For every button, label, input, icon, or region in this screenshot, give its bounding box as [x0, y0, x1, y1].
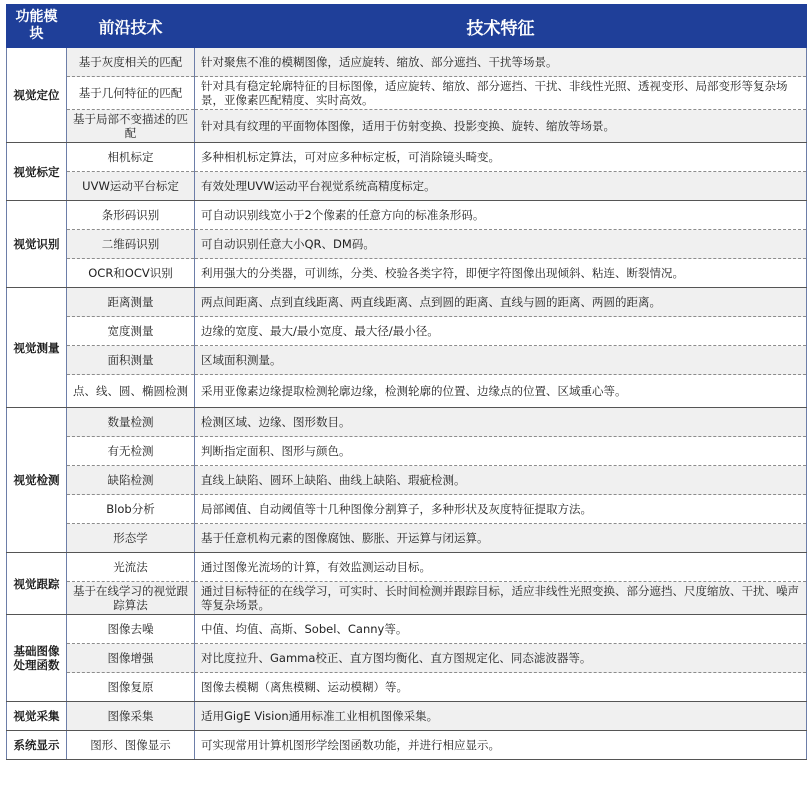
feature-cell: 利用强大的分类器，可训练，分类、校验各类字符，即便字符图像出现倾斜、粘连、断裂情况。: [195, 259, 807, 288]
table-row: [7, 408, 807, 437]
module-cell: 系统显示: [7, 731, 67, 760]
table-row: [7, 143, 807, 172]
table-row: [7, 524, 807, 553]
table-body: [7, 48, 807, 760]
tech-cell: 基于灰度相关的匹配: [67, 48, 195, 77]
module-cell: 基础图像处理函数: [7, 615, 67, 702]
module-cell: 视觉识别: [7, 201, 67, 288]
tech-cell: 宽度测量: [67, 317, 195, 346]
feature-cell: 检测区域、边缘、图形数目。: [195, 408, 807, 437]
feature-cell: 局部阈值、自动阈值等十几种图像分割算子，多种形状及灰度特征提取方法。: [195, 495, 807, 524]
tech-cell: 图像复原: [67, 673, 195, 702]
feature-cell: 可自动识别任意大小QR、DM码。: [195, 230, 807, 259]
tech-cell: 图像采集: [67, 702, 195, 731]
table-row: [7, 437, 807, 466]
table-row: [7, 702, 807, 731]
feature-cell: 有效处理UVW运动平台视觉系统高精度标定。: [195, 172, 807, 201]
feature-cell: 针对具有纹理的平面物体图像，适用于仿射变换、投影变换、旋转、缩放等场景。: [195, 110, 807, 143]
tech-cell: 基于局部不变描述的匹配: [67, 110, 195, 143]
module-cell: 视觉测量: [7, 288, 67, 408]
table-row: [7, 317, 807, 346]
feature-cell: 针对聚焦不准的模糊图像，适应旋转、缩放、部分遮挡、干扰等场景。: [195, 48, 807, 77]
header-row: [7, 5, 807, 48]
feature-cell: 可实现常用计算机图形学绘图函数功能，并进行相应显示。: [195, 731, 807, 760]
feature-cell: 针对具有稳定轮廓特征的目标图像，适应旋转、缩放、部分遮挡、干扰、非线性光照、透视变形、局部变形等复杂场景，亚像素匹配精度、实时高效。: [195, 77, 807, 110]
table-row: [7, 615, 807, 644]
table-row: [7, 582, 807, 615]
feature-cell: 区域面积测量。: [195, 346, 807, 375]
tech-table: [6, 4, 807, 760]
header-tech: 前沿技术: [67, 5, 195, 48]
table-row: [7, 644, 807, 673]
module-cell: 视觉采集: [7, 702, 67, 731]
tech-cell: 距离测量: [67, 288, 195, 317]
feature-cell: 两点间距离、点到直线距离、两直线距离、点到圆的距离、直线与圆的距离、两圆的距离。: [195, 288, 807, 317]
table-row: [7, 495, 807, 524]
header-feature: 技术特征: [195, 5, 807, 48]
feature-cell: 通过目标特征的在线学习，可实时、长时间检测并跟踪目标，适应非线性光照变换、部分遮挡、尺度缩放、干扰、噪声等复杂场景。: [195, 582, 807, 615]
tech-cell: 形态学: [67, 524, 195, 553]
module-cell: 视觉检测: [7, 408, 67, 553]
table-row: [7, 259, 807, 288]
tech-cell: 数量检测: [67, 408, 195, 437]
tech-cell: 面积测量: [67, 346, 195, 375]
feature-cell: 基于任意机构元素的图像腐蚀、膨胀、开运算与闭运算。: [195, 524, 807, 553]
table-row: [7, 110, 807, 143]
feature-cell: 对比度拉升、Gamma校正、直方图均衡化、直方图规定化、同态滤波器等。: [195, 644, 807, 673]
feature-cell: 边缘的宽度、最大/最小宽度、最大径/最小径。: [195, 317, 807, 346]
table-row: [7, 553, 807, 582]
tech-cell: UVW运动平台标定: [67, 172, 195, 201]
table-row: [7, 673, 807, 702]
feature-cell: 图像去模糊（离焦模糊、运动模糊）等。: [195, 673, 807, 702]
tech-cell: 基于几何特征的匹配: [67, 77, 195, 110]
tech-cell: 有无检测: [67, 437, 195, 466]
tech-cell: 缺陷检测: [67, 466, 195, 495]
tech-cell: 相机标定: [67, 143, 195, 172]
feature-cell: 通过图像光流场的计算，有效监测运动目标。: [195, 553, 807, 582]
module-cell: 视觉跟踪: [7, 553, 67, 615]
table-row: [7, 346, 807, 375]
table-row: [7, 230, 807, 259]
feature-cell: 采用亚像素边缘提取检测轮廓边缘，检测轮廓的位置、边缘点的位置、区域重心等。: [195, 375, 807, 408]
tech-cell: 图像增强: [67, 644, 195, 673]
feature-cell: 直线上缺陷、圆环上缺陷、曲线上缺陷、瑕疵检测。: [195, 466, 807, 495]
table-row: [7, 288, 807, 317]
module-cell: 视觉定位: [7, 48, 67, 143]
table-row: [7, 172, 807, 201]
feature-cell: 中值、均值、高斯、Sobel、Canny等。: [195, 615, 807, 644]
tech-cell: 二维码识别: [67, 230, 195, 259]
table-row: [7, 48, 807, 77]
feature-cell: 适用GigE Vision通用标准工业相机图像采集。: [195, 702, 807, 731]
module-cell: 视觉标定: [7, 143, 67, 201]
tech-cell: 图像去噪: [67, 615, 195, 644]
feature-cell: 判断指定面积、图形与颜色。: [195, 437, 807, 466]
table-row: [7, 201, 807, 230]
tech-cell: 光流法: [67, 553, 195, 582]
header-module: 功能模块: [7, 5, 67, 48]
table-row: [7, 466, 807, 495]
tech-cell: Blob分析: [67, 495, 195, 524]
tech-cell: 基于在线学习的视觉跟踪算法: [67, 582, 195, 615]
tech-cell: 图形、图像显示: [67, 731, 195, 760]
tech-cell: 条形码识别: [67, 201, 195, 230]
table-row: [7, 731, 807, 760]
table-row: [7, 375, 807, 408]
tech-cell: 点、线、圆、椭圆检测: [67, 375, 195, 408]
table-row: [7, 77, 807, 110]
feature-cell: 多种相机标定算法，可对应多种标定板，可消除镜头畸变。: [195, 143, 807, 172]
feature-cell: 可自动识别线宽小于2个像素的任意方向的标准条形码。: [195, 201, 807, 230]
tech-table-container: [6, 4, 806, 760]
tech-cell: OCR和OCV识别: [67, 259, 195, 288]
